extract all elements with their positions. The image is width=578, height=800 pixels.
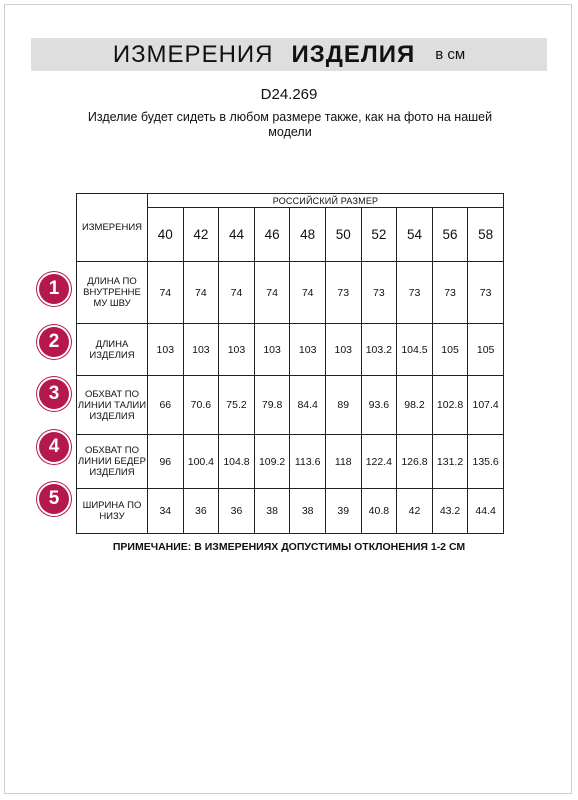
table-cell: 105 [432,324,468,376]
title-unit: в см [435,46,466,63]
table-cell: 74 [219,262,255,324]
table-cell: 38 [254,489,290,534]
measurement-header: ИЗМЕРЕНИЯ [77,194,148,262]
title-bar [31,38,547,71]
table-row [77,376,504,435]
table-cell: 74 [183,262,219,324]
row-number-badge: 1 [39,274,69,304]
table-row [77,324,504,376]
table-cell: 104.8 [219,435,255,489]
table-cell: 96 [148,435,184,489]
row-label: ОБХВАТ ПО ЛИНИИ БЕДЕР ИЗДЕЛИЯ [77,435,148,489]
table-cell: 74 [254,262,290,324]
table-row [77,489,504,534]
table-cell: 104.5 [397,324,433,376]
table-cell: 75.2 [219,376,255,435]
size-header-56: 56 [432,208,468,262]
table-cell: 103 [183,324,219,376]
table-cell: 102.8 [432,376,468,435]
table-row [77,262,504,324]
table-cell: 103.2 [361,324,397,376]
row-number-badge: 5 [39,484,69,514]
tolerance-note: ПРИМЕЧАНИЕ: В ИЗМЕРЕНИЯХ ДОПУСТИМЫ ОТКЛОНЕНИЯ 1-2 СМ [112,541,466,553]
table-cell: 34 [148,489,184,534]
table-cell: 118 [325,435,361,489]
size-group-header: РОССИЙСКИЙ РАЗМЕР [148,194,504,208]
row-label: ОБХВАТ ПО ЛИНИИ ТАЛИИ ИЗДЕЛИЯ [77,376,148,435]
size-header-48: 48 [290,208,326,262]
table-cell: 73 [361,262,397,324]
table-cell: 93.6 [361,376,397,435]
table-cell: 103 [254,324,290,376]
table-cell: 73 [325,262,361,324]
table-row [77,435,504,489]
table-cell: 100.4 [183,435,219,489]
table-cell: 39 [325,489,361,534]
table-cell: 105 [468,324,504,376]
table-cell: 73 [397,262,433,324]
table-cell: 73 [468,262,504,324]
size-table [76,193,504,534]
fit-description: Изделие будет сидеть в любом размере также, как на фото на нашей модели [87,110,493,139]
table-cell: 74 [290,262,326,324]
row-label: ДЛИНА ПО ВНУТРЕННЕ МУ ШВУ [77,262,148,324]
table-cell: 131.2 [432,435,468,489]
table-cell: 73 [432,262,468,324]
table-header-row [77,194,504,208]
table-cell: 122.4 [361,435,397,489]
table-cell: 36 [219,489,255,534]
table-cell: 42 [397,489,433,534]
table-cell: 70.6 [183,376,219,435]
table-cell: 43.2 [432,489,468,534]
table-cell: 113.6 [290,435,326,489]
table-cell: 109.2 [254,435,290,489]
size-header-50: 50 [325,208,361,262]
table-cell: 98.2 [397,376,433,435]
table-cell: 40.8 [361,489,397,534]
size-header-52: 52 [361,208,397,262]
row-number-badge: 2 [39,327,69,357]
size-header-44: 44 [219,208,255,262]
size-header-54: 54 [397,208,433,262]
table-cell: 79.8 [254,376,290,435]
size-header-42: 42 [183,208,219,262]
table-cell: 74 [148,262,184,324]
table-cell: 126.8 [397,435,433,489]
title-bold: ИЗДЕЛИЯ [291,40,416,68]
table-cell: 89 [325,376,361,435]
table-cell: 103 [290,324,326,376]
size-header-40: 40 [148,208,184,262]
table-cell: 44.4 [468,489,504,534]
table-cell: 36 [183,489,219,534]
table-cell: 103 [325,324,361,376]
row-label: ШИРИНА ПО НИЗУ [77,489,148,534]
table-cell: 103 [219,324,255,376]
row-number-badge: 4 [39,432,69,462]
row-label: ДЛИНА ИЗДЕЛИЯ [77,324,148,376]
table-cell: 103 [148,324,184,376]
table-cell: 84.4 [290,376,326,435]
product-code: D24.269 [260,86,318,103]
row-number-badge: 3 [39,379,69,409]
size-header-46: 46 [254,208,290,262]
table-cell: 38 [290,489,326,534]
table-cell: 66 [148,376,184,435]
table-cell: 135.6 [468,435,504,489]
size-header-58: 58 [468,208,504,262]
table-cell: 107.4 [468,376,504,435]
title-regular: ИЗМЕРЕНИЯ [112,40,274,68]
